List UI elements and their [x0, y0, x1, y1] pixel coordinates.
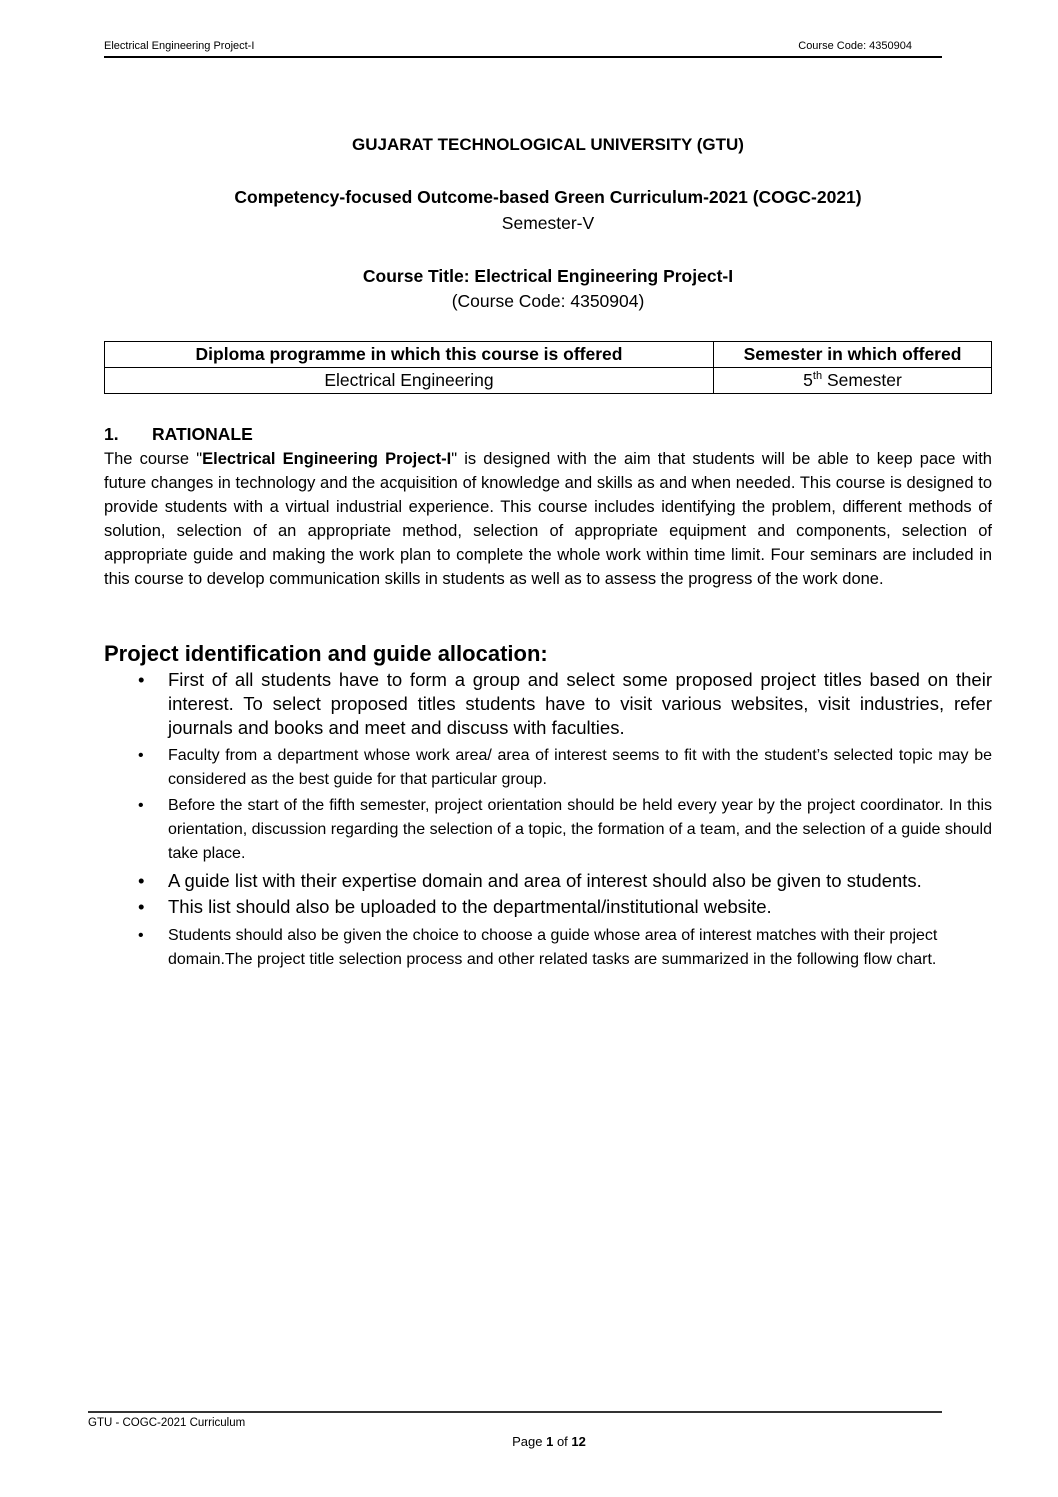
table-cell-programme: Electrical Engineering: [105, 368, 714, 394]
list-item: [104, 744, 992, 792]
table-header-row: [105, 342, 992, 368]
bullet-icon: •: [138, 896, 145, 917]
list-item-text: First of all students have to form a group and select some proposed project titles based on their interest. To select proposed titles students have to visit various websites, visit industries, refer journals and books and meet and discuss with faculties.: [168, 669, 992, 738]
footer-divider: [88, 1411, 942, 1413]
page-current: 1: [546, 1434, 554, 1449]
list-item: [104, 894, 992, 920]
page-number: [0, 1434, 1058, 1449]
page-total: 12: [571, 1434, 586, 1449]
course-code: (Course Code: 4350904): [451, 291, 645, 311]
footer-curriculum: GTU - COGC-2021 Curriculum: [88, 1417, 246, 1429]
section-title: RATIONALE: [152, 424, 253, 444]
bullet-icon: •: [138, 870, 145, 891]
semester-word: Semester: [822, 370, 902, 390]
list-item-text: This list should also be uploaded to the departmental/institutional website.: [168, 896, 772, 917]
list-item: [104, 924, 992, 972]
list-item: [104, 668, 992, 740]
list-item: [104, 868, 992, 894]
rationale-text-post: " is designed with the aim that students will be able to keep pace with future changes in technology and the acquisition of knowledge and skills as and when needed. This course is designed to provide students with a virtual industrial experience. This course includes identifying the problem, different methods of solution, selection of an appropriate method, selection of appropriate equipment and components, selection of appropriate guide and making the work plan to complete the whole work within time limit. Four seminars are included in this course to develop communication skills in students as well as to assess the progress of the work done.: [104, 450, 992, 588]
rationale-text-pre: The course ": [104, 450, 203, 468]
list-item-text: Students should also be given the choice to choose a guide whose area of interest matches with their project domain.The project title selection process and other related tasks are summarized in the following flow chart.: [168, 927, 938, 968]
curriculum-title: Competency-focused Outcome-based Green Curriculum-2021 (COGC-2021): [234, 187, 862, 207]
list-item-text: A guide list with their expertise domain and area of interest should also be given to students.: [168, 870, 922, 891]
list-item-text: Before the start of the fifth semester, project orientation should be held every year by the project coordinator. In this orientation, discussion regarding the selection of a topic, the formation of a team, and the selection of a guide should take place.: [168, 797, 992, 862]
table-header-programme: Diploma programme in which this course is offered: [105, 342, 714, 368]
table-row: [105, 368, 992, 394]
project-section-heading: Project identification and guide allocation:: [104, 641, 548, 666]
table-header-semester: Semester in which offered: [714, 342, 992, 368]
semester-number: 5: [803, 370, 813, 390]
page-header: [104, 40, 942, 58]
programme-info-table: [104, 341, 992, 394]
list-item: [104, 794, 992, 866]
rationale-course-name: Electrical Engineering Project-I: [202, 450, 452, 468]
bullet-icon: •: [138, 927, 144, 944]
header-course-code: Course Code: 4350904: [798, 40, 912, 52]
course-title: Course Title: Electrical Engineering Project-I: [362, 266, 734, 286]
semester-suffix: th: [812, 370, 823, 383]
semester-label: Semester-V: [501, 213, 595, 233]
university-title: GUJARAT TECHNOLOGICAL UNIVERSITY (GTU): [352, 135, 744, 154]
bullet-icon: •: [138, 747, 144, 764]
page-of: of: [553, 1434, 572, 1449]
table-cell-semester: [714, 368, 992, 394]
page-prefix: Page: [512, 1434, 547, 1449]
list-item-text: Faculty from a department whose work area/ area of interest seems to fit with the student’s selected topic may be considered as the best guide for that particular group.: [168, 747, 992, 788]
bullet-icon: •: [138, 797, 144, 814]
rationale-paragraph: [104, 447, 992, 591]
header-course-name: Electrical Engineering Project-I: [104, 40, 255, 52]
bullet-icon: •: [138, 669, 145, 690]
section-number: 1.: [104, 424, 119, 444]
project-bullet-list: [104, 668, 992, 972]
rationale-heading: [104, 424, 253, 445]
